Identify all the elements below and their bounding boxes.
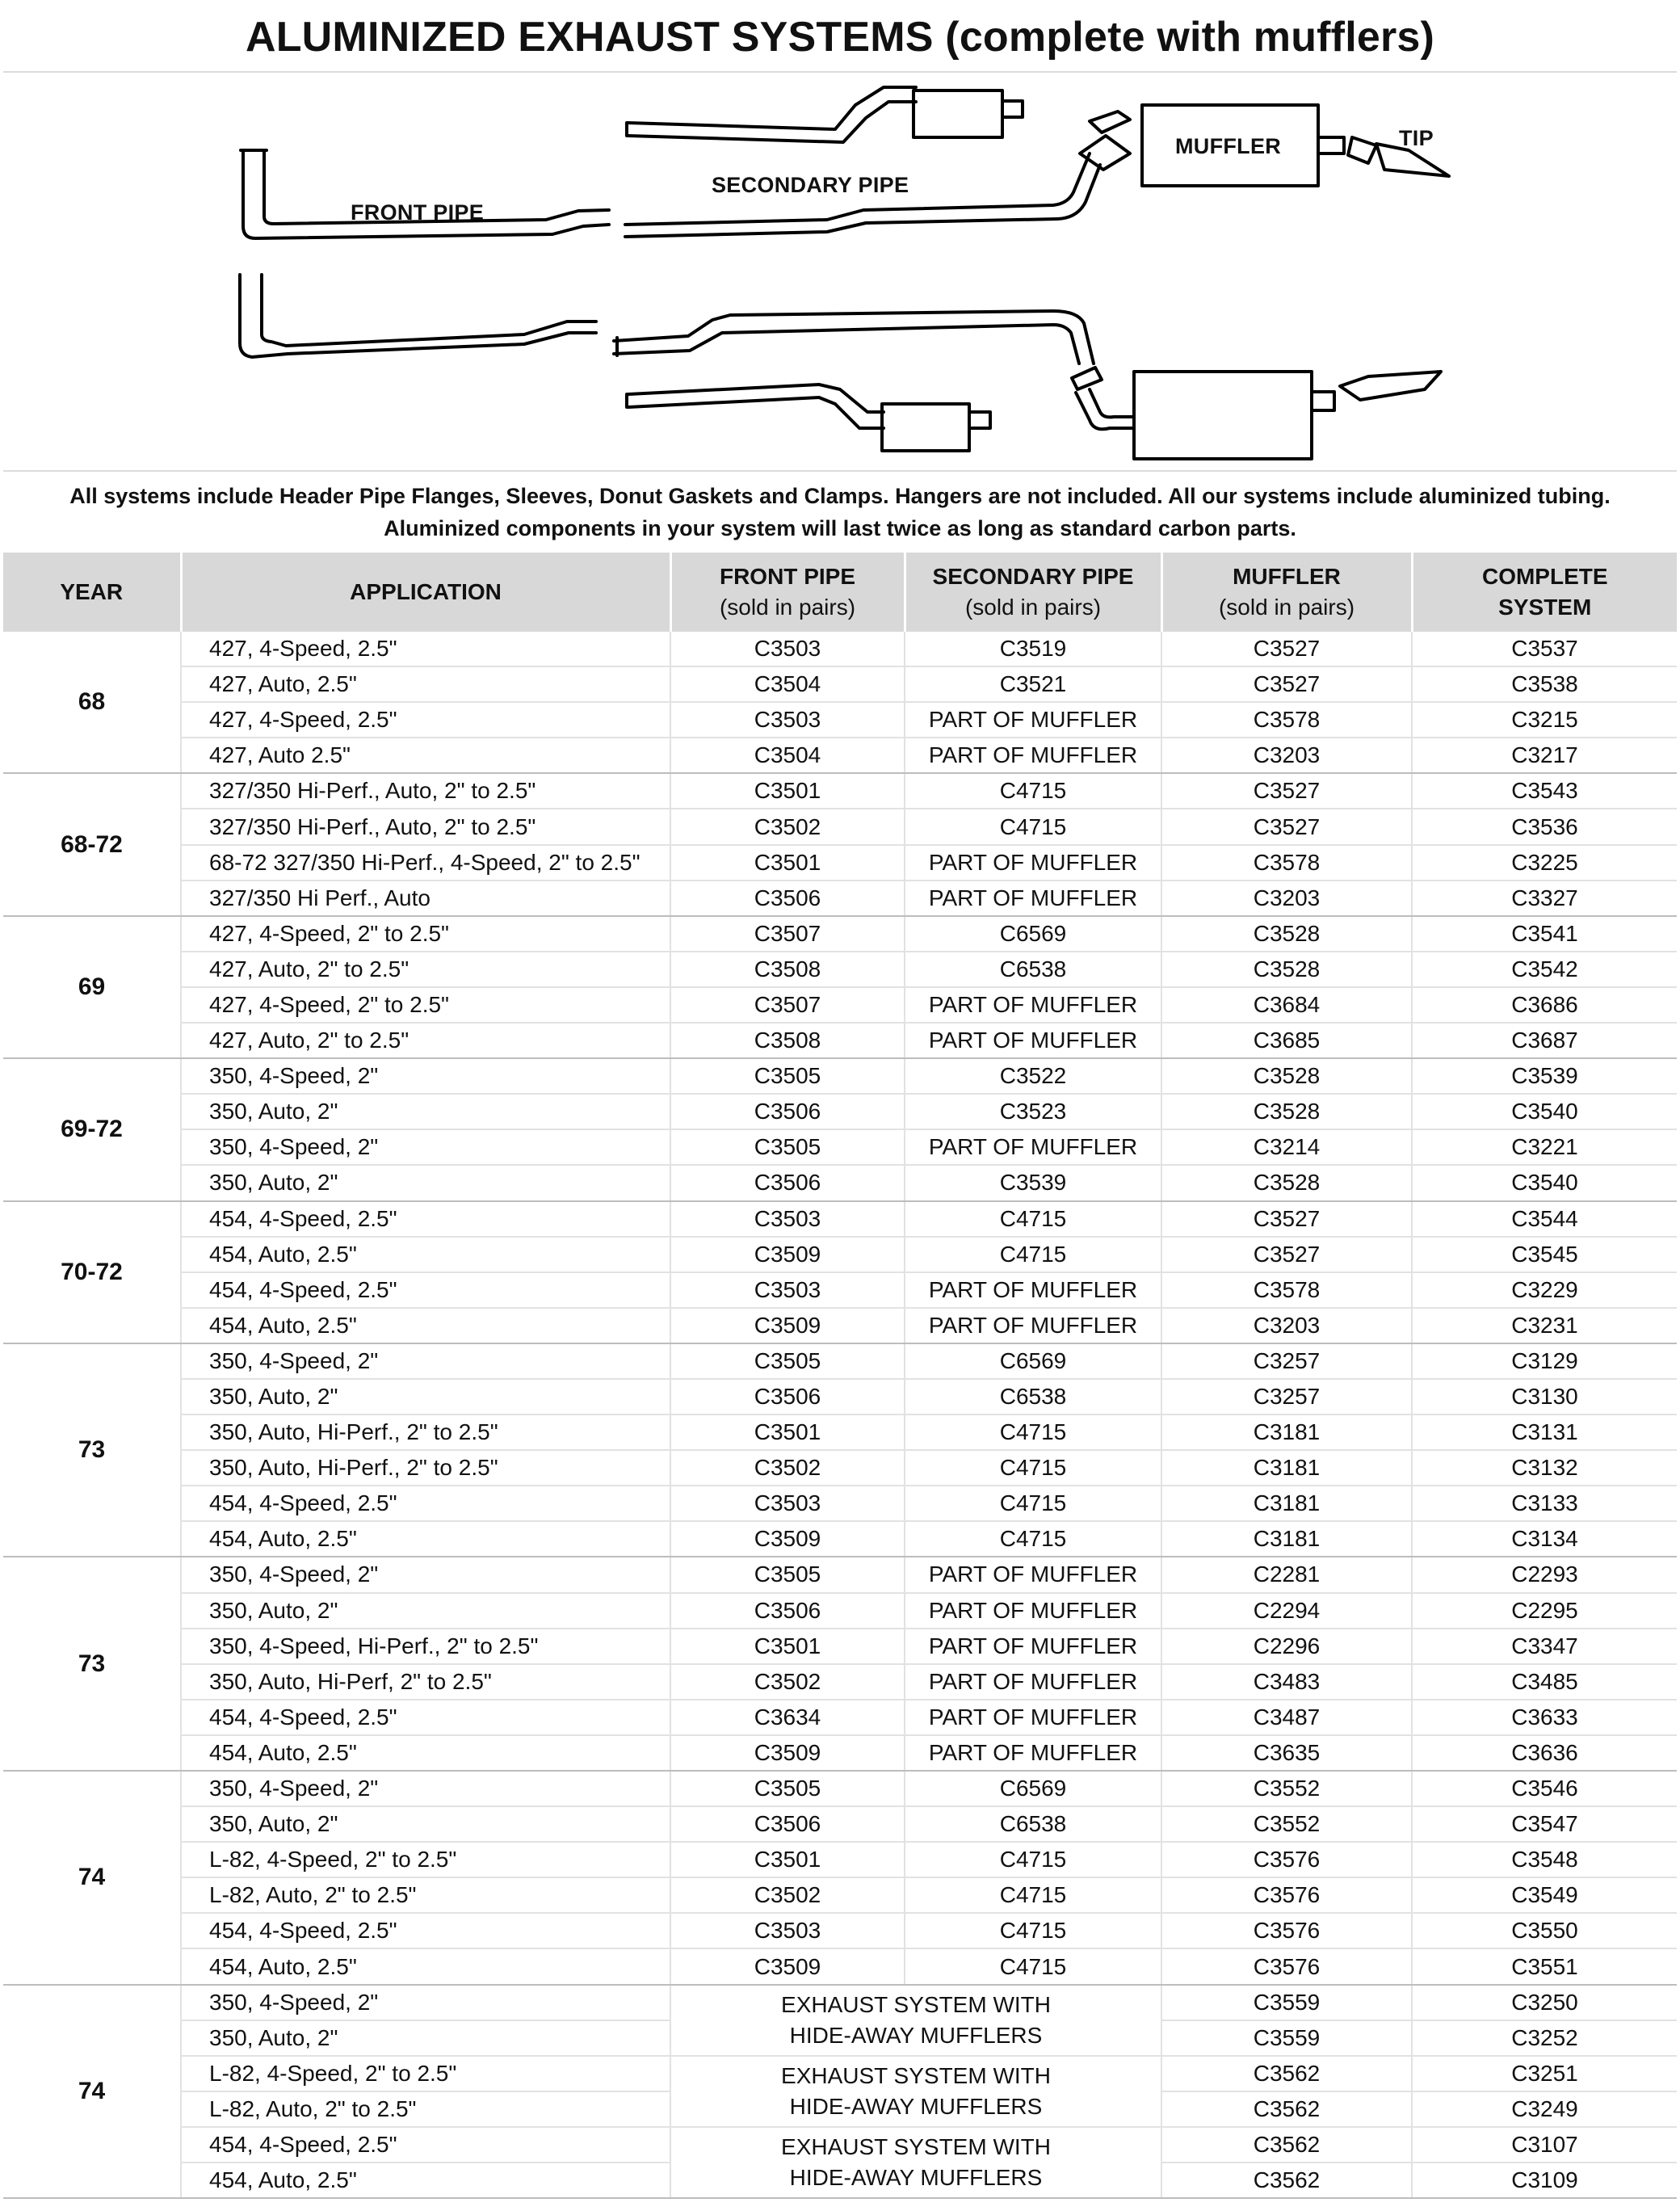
muffler-cell: C3214: [1161, 1129, 1412, 1165]
secondary-pipe-cell: C4715: [905, 1414, 1161, 1450]
secondary-pipe-cell: PART OF MUFFLER: [905, 1593, 1161, 1629]
header-complete-title: COMPLETE: [1481, 564, 1608, 589]
secondary-pipe-cell: PART OF MUFFLER: [905, 1664, 1161, 1700]
secondary-pipe-cell: PART OF MUFFLER: [905, 881, 1161, 916]
front-pipe-cell: C3505: [670, 1557, 905, 1592]
notes-line-1: All systems include Header Pipe Flanges, Sleeves, Donut Gaskets and Clamps. Hangers are not included. All our systems include aluminized tubing.: [69, 484, 1611, 508]
secondary-pipe-cell: C6569: [905, 916, 1161, 952]
table-row: [3, 1343, 1677, 1379]
table-row: [3, 916, 1677, 952]
complete-system-cell: C3633: [1412, 1700, 1677, 1735]
muffler-cell: C3527: [1161, 773, 1412, 809]
notes-line-2: Aluminized components in your system will last twice as long as standard carbon parts.: [384, 516, 1296, 540]
secondary-pipe-cell: C4715: [905, 809, 1161, 844]
complete-system-cell: C3107: [1412, 2127, 1677, 2163]
application-cell: L-82, 4-Speed, 2" to 2.5": [181, 1842, 670, 1877]
complete-system-cell: C3229: [1412, 1272, 1677, 1308]
table-row: [3, 1094, 1677, 1129]
complete-system-cell: C3250: [1412, 1985, 1677, 2020]
table-row: [3, 1414, 1677, 1450]
page-title: ALUMINIZED EXHAUST SYSTEMS (complete with mufflers): [3, 3, 1677, 73]
table-row: [3, 1023, 1677, 1058]
front-pipe-cell: C3505: [670, 1343, 905, 1379]
application-cell: 350, 4-Speed, 2": [181, 1771, 670, 1806]
secondary-pipe-cell: C6569: [905, 1771, 1161, 1806]
muffler-cell: C3552: [1161, 1806, 1412, 1842]
complete-system-cell: C3217: [1412, 738, 1677, 773]
front-pipe-cell: C3507: [670, 987, 905, 1023]
table-row: [3, 1379, 1677, 1414]
secondary-pipe-cell: PART OF MUFFLER: [905, 1735, 1161, 1771]
muffler-cell: C2294: [1161, 1593, 1412, 1629]
front-pipe-cell: C3504: [670, 738, 905, 773]
application-cell: 350, 4-Speed, 2": [181, 1985, 670, 2020]
application-cell: 454, 4-Speed, 2.5": [181, 1272, 670, 1308]
application-cell: 350, Auto, 2": [181, 1379, 670, 1414]
header-front-pipe-title: FRONT PIPE: [719, 564, 855, 589]
complete-system-cell: C2293: [1412, 1557, 1677, 1592]
exhaust-systems-table: [3, 553, 1677, 2199]
front-pipe-cell: C3507: [670, 916, 905, 952]
complete-system-cell: C3134: [1412, 1521, 1677, 1557]
year-cell: 68-72: [3, 773, 181, 915]
secondary-pipe-cell: PART OF MUFFLER: [905, 1023, 1161, 1058]
application-cell: 454, Auto, 2.5": [181, 1308, 670, 1343]
secondary-pipe-cell: C6538: [905, 952, 1161, 987]
application-cell: 454, 4-Speed, 2.5": [181, 2127, 670, 2163]
secondary-pipe-cell: C3521: [905, 666, 1161, 702]
front-pipe-label: FRONT PIPE: [351, 200, 485, 225]
secondary-pipe-cell: PART OF MUFFLER: [905, 987, 1161, 1023]
secondary-pipe-cell: C4715: [905, 1237, 1161, 1272]
hideaway-note-line-1: EXHAUST SYSTEM WITH: [781, 1991, 1051, 2017]
complete-system-cell: C3347: [1412, 1629, 1677, 1664]
muffler-cell: C3527: [1161, 1201, 1412, 1237]
muffler-cell: C3203: [1161, 738, 1412, 773]
secondary-pipe-cell: C4715: [905, 1201, 1161, 1237]
complete-system-cell: C3129: [1412, 1343, 1677, 1379]
table-row: [3, 809, 1677, 844]
secondary-pipe-cell: PART OF MUFFLER: [905, 738, 1161, 773]
complete-system-cell: C3546: [1412, 1771, 1677, 1806]
front-pipe-cell: C3506: [670, 1165, 905, 1200]
table-header-row: [3, 553, 1677, 632]
table-row: [3, 1664, 1677, 1700]
muffler-cell: C3528: [1161, 952, 1412, 987]
application-cell: 350, Auto, Hi-Perf., 2" to 2.5": [181, 1414, 670, 1450]
complete-system-cell: C3686: [1412, 987, 1677, 1023]
front-pipe-cell: C3505: [670, 1771, 905, 1806]
secondary-pipe-cell: C4715: [905, 1486, 1161, 1521]
complete-system-cell: C3251: [1412, 2056, 1677, 2091]
complete-system-cell: C3549: [1412, 1877, 1677, 1913]
front-pipe-cell: C3505: [670, 1058, 905, 1094]
year-cell: 74: [3, 1985, 181, 2199]
application-cell: 350, 4-Speed, 2": [181, 1129, 670, 1165]
muffler-cell: C3527: [1161, 666, 1412, 702]
table-row: [3, 845, 1677, 881]
muffler-label: MUFFLER: [1175, 134, 1282, 158]
front-pipe-cell: C3506: [670, 1379, 905, 1414]
complete-system-cell: C3551: [1412, 1948, 1677, 1984]
front-pipe-cell: C3502: [670, 1877, 905, 1913]
application-cell: 350, Auto, 2": [181, 2020, 670, 2056]
application-cell: 427, 4-Speed, 2.5": [181, 632, 670, 666]
header-secondary-pipe-sub: (sold in pairs): [964, 595, 1102, 620]
secondary-pipe-cell: C6538: [905, 1379, 1161, 1414]
table-row: [3, 1201, 1677, 1237]
table-row: [3, 1521, 1677, 1557]
application-cell: 454, Auto, 2.5": [181, 1237, 670, 1272]
header-front-pipe-sub: (sold in pairs): [719, 595, 856, 620]
hideaway-note-line-2: HIDE-AWAY MUFFLERS: [789, 2022, 1043, 2048]
header-front-pipe: [670, 553, 905, 632]
front-pipe-cell: C3501: [670, 773, 905, 809]
muffler-cell: C3635: [1161, 1735, 1412, 1771]
muffler-cell: C3578: [1161, 702, 1412, 738]
muffler-cell: C3562: [1161, 2127, 1412, 2163]
secondary-pipe-cell: C6538: [905, 1806, 1161, 1842]
secondary-pipe-cell: C4715: [905, 1450, 1161, 1486]
hideaway-note-line-2: HIDE-AWAY MUFFLERS: [789, 2093, 1043, 2119]
muffler-cell: C3257: [1161, 1343, 1412, 1379]
table-row: [3, 1129, 1677, 1165]
complete-system-cell: C3485: [1412, 1664, 1677, 1700]
secondary-pipe-cell: PART OF MUFFLER: [905, 845, 1161, 881]
complete-system-cell: C3130: [1412, 1379, 1677, 1414]
table-row: [3, 1450, 1677, 1486]
application-cell: 350, Auto, 2": [181, 1806, 670, 1842]
application-cell: 454, 4-Speed, 2.5": [181, 1913, 670, 1948]
application-cell: 350, Auto, 2": [181, 1094, 670, 1129]
complete-system-cell: C3252: [1412, 2020, 1677, 2056]
complete-system-cell: C3550: [1412, 1913, 1677, 1948]
application-cell: 427, 4-Speed, 2" to 2.5": [181, 916, 670, 952]
application-cell: L-82, Auto, 2" to 2.5": [181, 2091, 670, 2127]
complete-system-cell: C3131: [1412, 1414, 1677, 1450]
front-pipe-cell: C3503: [670, 1486, 905, 1521]
complete-system-cell: C3132: [1412, 1450, 1677, 1486]
muffler-cell: C3528: [1161, 1094, 1412, 1129]
muffler-cell: C3487: [1161, 1700, 1412, 1735]
complete-system-cell: C3541: [1412, 916, 1677, 952]
muffler-cell: C3203: [1161, 1308, 1412, 1343]
front-pipe-cell: C3503: [670, 1913, 905, 1948]
muffler-cell: C2281: [1161, 1557, 1412, 1592]
table-row: [3, 1308, 1677, 1343]
muffler-cell: C3181: [1161, 1486, 1412, 1521]
muffler-cell: C3562: [1161, 2163, 1412, 2198]
complete-system-cell: C3221: [1412, 1129, 1677, 1165]
secondary-pipe-cell: C4715: [905, 1521, 1161, 1557]
application-cell: 350, Auto, 2": [181, 1165, 670, 1200]
front-pipe-cell: C3506: [670, 1593, 905, 1629]
muffler-cell: C3559: [1161, 1985, 1412, 2020]
complete-system-cell: C3537: [1412, 632, 1677, 666]
muffler-cell: C3576: [1161, 1913, 1412, 1948]
table-row: [3, 1557, 1677, 1592]
complete-system-cell: C3540: [1412, 1165, 1677, 1200]
hideaway-note-line-1: EXHAUST SYSTEM WITH: [781, 2062, 1051, 2088]
front-pipe-cell: C3634: [670, 1700, 905, 1735]
application-cell: 427, Auto, 2" to 2.5": [181, 952, 670, 987]
tip-label: TIP: [1399, 126, 1434, 150]
table-row: [3, 1948, 1677, 1984]
application-cell: L-82, 4-Speed, 2" to 2.5": [181, 2056, 670, 2091]
system-notes: [3, 473, 1677, 551]
front-pipe-cell: C3506: [670, 1094, 905, 1129]
muffler-cell: C3552: [1161, 1771, 1412, 1806]
front-pipe-cell: C3508: [670, 952, 905, 987]
complete-system-cell: C3539: [1412, 1058, 1677, 1094]
complete-system-cell: C3545: [1412, 1237, 1677, 1272]
front-pipe-cell: C3501: [670, 1414, 905, 1450]
muffler-cell: C3181: [1161, 1450, 1412, 1486]
header-complete-sub: SYSTEM: [1498, 595, 1592, 620]
front-pipe-cell: C3503: [670, 1201, 905, 1237]
front-pipe-cell: C3508: [670, 1023, 905, 1058]
front-pipe-cell: C3509: [670, 1521, 905, 1557]
table-row: [3, 1272, 1677, 1308]
exhaust-diagram: [3, 73, 1677, 472]
complete-system-cell: C3547: [1412, 1806, 1677, 1842]
application-cell: 454, Auto, 2.5": [181, 1521, 670, 1557]
front-pipe-cell: C3501: [670, 1842, 905, 1877]
secondary-pipe-cell: C4715: [905, 773, 1161, 809]
front-pipe-cell: C3501: [670, 1629, 905, 1664]
table-row: [3, 1771, 1677, 1806]
muffler-cell: C3578: [1161, 845, 1412, 881]
table-row: [3, 2056, 1677, 2091]
front-pipe-cell: C3509: [670, 1735, 905, 1771]
muffler-cell: C3528: [1161, 916, 1412, 952]
secondary-pipe-label: SECONDARY PIPE: [712, 173, 909, 197]
hideaway-note-cell: [670, 1985, 1161, 2056]
application-cell: 350, 4-Speed, 2": [181, 1343, 670, 1379]
secondary-pipe-cell: PART OF MUFFLER: [905, 1700, 1161, 1735]
complete-system-cell: C3225: [1412, 845, 1677, 881]
complete-system-cell: C3327: [1412, 881, 1677, 916]
application-cell: 327/350 Hi-Perf., Auto, 2" to 2.5": [181, 773, 670, 809]
application-cell: 454, 4-Speed, 2.5": [181, 1201, 670, 1237]
table-row: [3, 1806, 1677, 1842]
header-secondary-pipe-title: SECONDARY PIPE: [932, 564, 1134, 589]
complete-system-cell: C2295: [1412, 1593, 1677, 1629]
table-row: [3, 1593, 1677, 1629]
front-pipe-cell: C3503: [670, 1272, 905, 1308]
complete-system-cell: C3543: [1412, 773, 1677, 809]
front-pipe-cell: C3503: [670, 632, 905, 666]
hideaway-note-cell: [670, 2056, 1161, 2127]
header-secondary-pipe: [905, 553, 1161, 632]
application-cell: 454, Auto, 2.5": [181, 2163, 670, 2198]
table-row: [3, 1913, 1677, 1948]
muffler-cell: C3181: [1161, 1414, 1412, 1450]
table-row: [3, 1842, 1677, 1877]
muffler-cell: C3527: [1161, 809, 1412, 844]
application-cell: 427, Auto, 2" to 2.5": [181, 1023, 670, 1058]
secondary-pipe-cell: PART OF MUFFLER: [905, 1272, 1161, 1308]
application-cell: 350, 4-Speed, Hi-Perf., 2" to 2.5": [181, 1629, 670, 1664]
year-cell: 69-72: [3, 1058, 181, 1200]
complete-system-cell: C3540: [1412, 1094, 1677, 1129]
header-complete-system: [1412, 553, 1677, 632]
front-pipe-cell: C3503: [670, 702, 905, 738]
complete-system-cell: C3109: [1412, 2163, 1677, 2198]
application-cell: 350, 4-Speed, 2": [181, 1557, 670, 1592]
year-cell: 70-72: [3, 1201, 181, 1343]
secondary-pipe-cell: C6569: [905, 1343, 1161, 1379]
muffler-cell: C3257: [1161, 1379, 1412, 1414]
complete-system-cell: C3133: [1412, 1486, 1677, 1521]
secondary-pipe-cell: PART OF MUFFLER: [905, 1629, 1161, 1664]
table-row: [3, 1237, 1677, 1272]
front-pipe-cell: C3501: [670, 845, 905, 881]
complete-system-cell: C3636: [1412, 1735, 1677, 1771]
table-row: [3, 881, 1677, 916]
front-pipe-cell: C3502: [670, 809, 905, 844]
secondary-pipe-cell: C3522: [905, 1058, 1161, 1094]
table-row: [3, 1735, 1677, 1771]
hideaway-note-cell: [670, 2127, 1161, 2198]
muffler-cell: C3528: [1161, 1058, 1412, 1094]
muffler-cell: C3684: [1161, 987, 1412, 1023]
application-cell: 427, Auto, 2.5": [181, 666, 670, 702]
front-pipe-cell: C3506: [670, 1806, 905, 1842]
muffler-cell: C3528: [1161, 1165, 1412, 1200]
application-cell: 454, 4-Speed, 2.5": [181, 1486, 670, 1521]
hideaway-note-line-1: EXHAUST SYSTEM WITH: [781, 2134, 1051, 2160]
muffler-cell: C3483: [1161, 1664, 1412, 1700]
application-cell: 350, Auto, 2": [181, 1593, 670, 1629]
table-row: [3, 702, 1677, 738]
complete-system-cell: C3536: [1412, 809, 1677, 844]
secondary-pipe-cell: C3523: [905, 1094, 1161, 1129]
application-cell: 327/350 Hi Perf., Auto: [181, 881, 670, 916]
table-row: [3, 666, 1677, 702]
secondary-pipe-cell: PART OF MUFFLER: [905, 1308, 1161, 1343]
complete-system-cell: C3544: [1412, 1201, 1677, 1237]
table-row: [3, 1700, 1677, 1735]
complete-system-cell: C3249: [1412, 2091, 1677, 2127]
application-cell: 427, 4-Speed, 2.5": [181, 702, 670, 738]
application-cell: 427, Auto 2.5": [181, 738, 670, 773]
header-muffler-title: MUFFLER: [1233, 564, 1341, 589]
application-cell: 454, Auto, 2.5": [181, 1735, 670, 1771]
table-row: [3, 1058, 1677, 1094]
front-pipe-cell: C3504: [670, 666, 905, 702]
year-cell: 73: [3, 1557, 181, 1771]
year-cell: 74: [3, 1771, 181, 1985]
muffler-cell: C3576: [1161, 1948, 1412, 1984]
muffler-cell: C3527: [1161, 632, 1412, 666]
front-pipe-cell: C3509: [670, 1237, 905, 1272]
table-row: [3, 952, 1677, 987]
secondary-pipe-cell: C4715: [905, 1913, 1161, 1948]
header-muffler: [1161, 553, 1412, 632]
header-year: YEAR: [3, 553, 181, 632]
application-cell: 350, Auto, Hi-Perf, 2" to 2.5": [181, 1664, 670, 1700]
muffler-cell: C3576: [1161, 1877, 1412, 1913]
front-pipe-cell: C3509: [670, 1308, 905, 1343]
application-cell: L-82, Auto, 2" to 2.5": [181, 1877, 670, 1913]
year-cell: 73: [3, 1343, 181, 1557]
front-pipe-cell: C3506: [670, 881, 905, 916]
application-cell: 68-72 327/350 Hi-Perf., 4-Speed, 2" to 2.5": [181, 845, 670, 881]
application-cell: 350, 4-Speed, 2": [181, 1058, 670, 1094]
muffler-cell: C3562: [1161, 2056, 1412, 2091]
header-muffler-sub: (sold in pairs): [1218, 595, 1355, 620]
muffler-cell: C3527: [1161, 1237, 1412, 1272]
complete-system-cell: C3538: [1412, 666, 1677, 702]
muffler-cell: C2296: [1161, 1629, 1412, 1664]
secondary-pipe-cell: C4715: [905, 1877, 1161, 1913]
table-row: [3, 1486, 1677, 1521]
year-cell: 68: [3, 632, 181, 773]
secondary-pipe-cell: C4715: [905, 1842, 1161, 1877]
table-row: [3, 2127, 1677, 2163]
muffler-cell: C3559: [1161, 2020, 1412, 2056]
secondary-pipe-cell: PART OF MUFFLER: [905, 702, 1161, 738]
table-body: [3, 632, 1677, 2198]
year-cell: 69: [3, 916, 181, 1058]
application-cell: 427, 4-Speed, 2" to 2.5": [181, 987, 670, 1023]
table-row: [3, 1165, 1677, 1200]
application-cell: 350, Auto, Hi-Perf., 2" to 2.5": [181, 1450, 670, 1486]
muffler-cell: C3685: [1161, 1023, 1412, 1058]
front-pipe-cell: C3502: [670, 1664, 905, 1700]
secondary-pipe-cell: PART OF MUFFLER: [905, 1557, 1161, 1592]
complete-system-cell: C3542: [1412, 952, 1677, 987]
complete-system-cell: C3215: [1412, 702, 1677, 738]
table-row: [3, 1629, 1677, 1664]
application-cell: 454, 4-Speed, 2.5": [181, 1700, 670, 1735]
table-row: [3, 1877, 1677, 1913]
muffler-cell: C3203: [1161, 881, 1412, 916]
muffler-cell: C3562: [1161, 2091, 1412, 2127]
application-cell: 454, Auto, 2.5": [181, 1948, 670, 1984]
muffler-cell: C3578: [1161, 1272, 1412, 1308]
header-application: APPLICATION: [181, 553, 670, 632]
table-row: [3, 773, 1677, 809]
complete-system-cell: C3548: [1412, 1842, 1677, 1877]
application-cell: 327/350 Hi-Perf., Auto, 2" to 2.5": [181, 809, 670, 844]
complete-system-cell: C3687: [1412, 1023, 1677, 1058]
muffler-cell: C3576: [1161, 1842, 1412, 1877]
secondary-pipe-cell: C3519: [905, 632, 1161, 666]
table-row: [3, 987, 1677, 1023]
secondary-pipe-cell: C3539: [905, 1165, 1161, 1200]
muffler-cell: C3181: [1161, 1521, 1412, 1557]
table-row: [3, 738, 1677, 773]
table-row: [3, 632, 1677, 666]
secondary-pipe-cell: C4715: [905, 1948, 1161, 1984]
front-pipe-cell: C3509: [670, 1948, 905, 1984]
table-row: [3, 1985, 1677, 2020]
front-pipe-cell: C3502: [670, 1450, 905, 1486]
hideaway-note-line-2: HIDE-AWAY MUFFLERS: [789, 2165, 1043, 2191]
complete-system-cell: C3231: [1412, 1308, 1677, 1343]
front-pipe-cell: C3505: [670, 1129, 905, 1165]
secondary-pipe-cell: PART OF MUFFLER: [905, 1129, 1161, 1165]
